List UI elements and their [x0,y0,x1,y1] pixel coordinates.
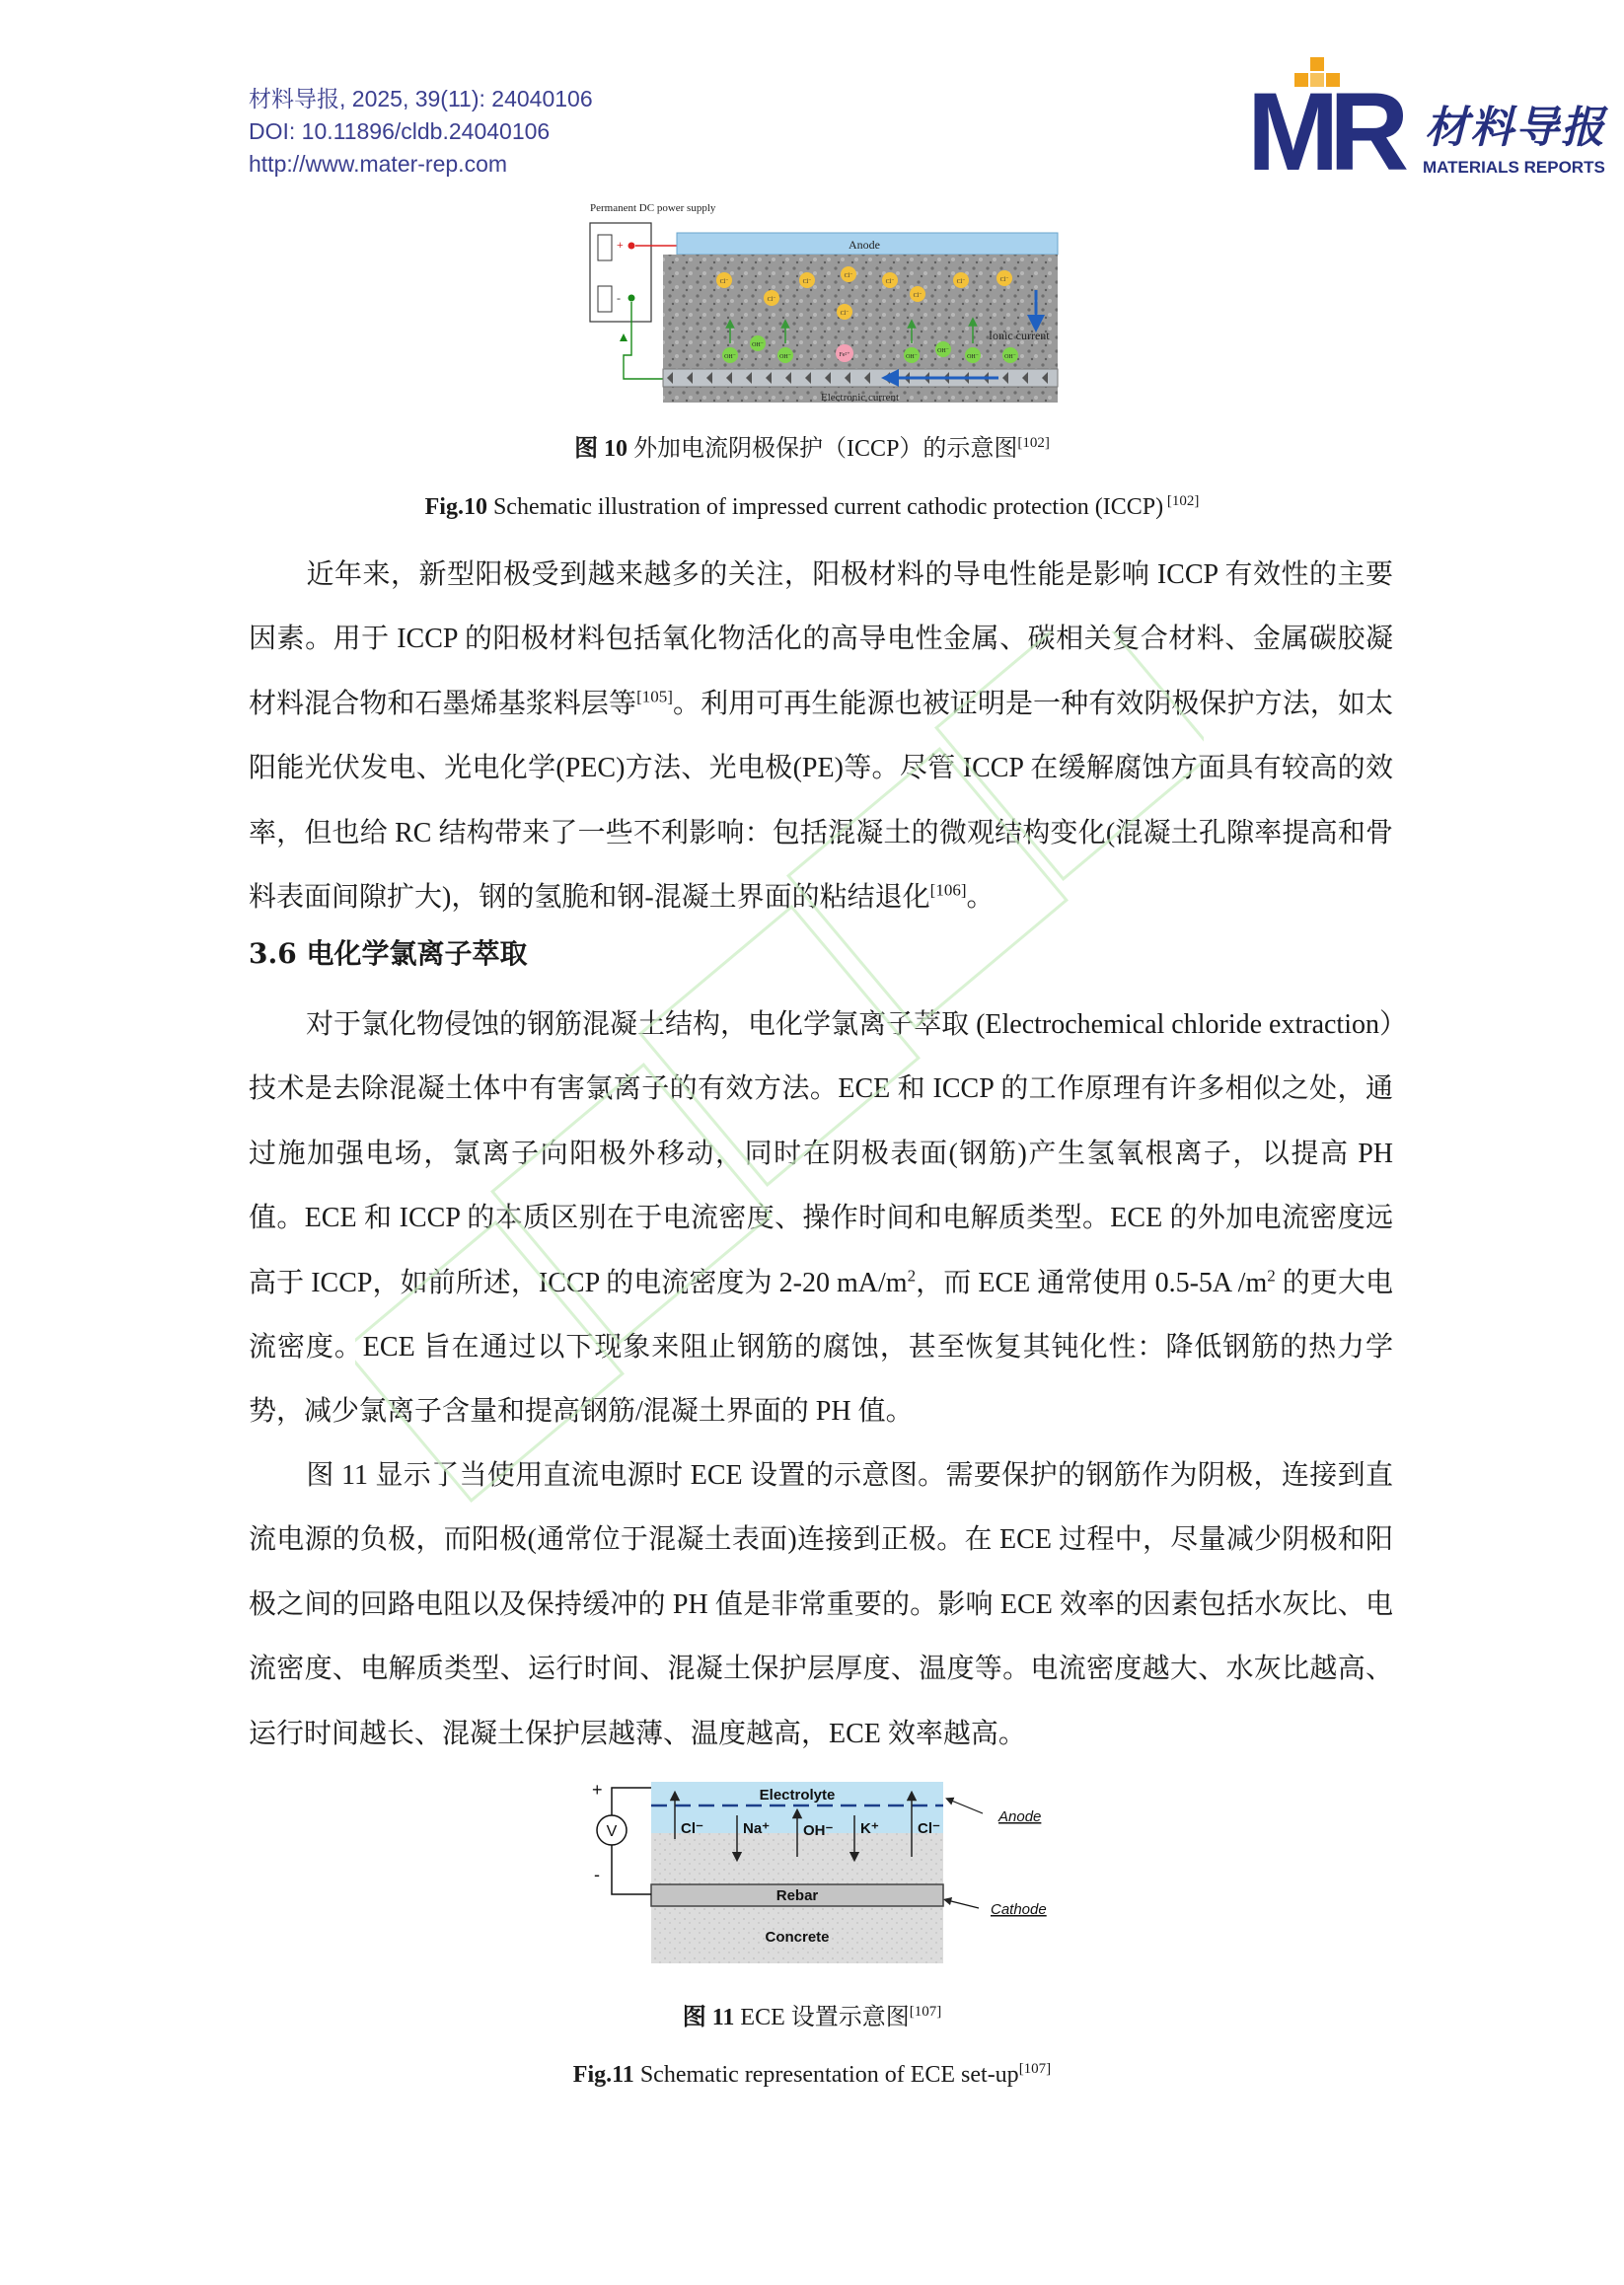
electronic-current-label: Electronic current [821,392,900,404]
figure-11-label-cn: 图 11 [682,2005,735,2030]
ionic-current-label: Ionic current [989,329,1050,342]
figure-10-label-en: Fig.10 [424,494,487,520]
figure-11-ece-diagram [584,1778,1071,1965]
power-minus-sign: - [617,291,621,305]
chloride-ion: Cl⁻ [767,297,776,303]
paragraph-ece-setup [249,1443,1393,1766]
chloride-ion: Cl⁻ [802,279,812,285]
negative-terminal [628,295,635,302]
para2-text-a: 对于氯化物侵蚀的钢筋混凝土结构，电化学氯离子萃取 (Electrochemical chloride extraction）技术是去除混凝土体中有害氯离子的有效方法。ECE 和 ICCP 的工作原理有许多相似之处，通过施加强电场，氯离子向阳极外移动，同时在阴极表面(钢筋)产生氢氧根离子，以提高 PH 值。ECE 和 ICCP 的本质区别在于电流密度、操作时间和电解质类型。ECE 的外加电流密度远高于 ICCP，如前所述，ICCP 的电流密度为 2-20 mA/m [249,1009,1393,1298]
doi-text[interactable]: DOI: 10.11896/cldb.24040106 [249,118,551,144]
minus-terminal: - [594,1865,600,1884]
figure-10-label-cn: 图 10 [574,436,628,462]
paragraph-anode-materials [249,543,1393,929]
journal-header [249,83,593,181]
cathode-callout: Cathode [991,1901,1047,1918]
journal-logo[interactable] [1245,55,1606,184]
figure-11-caption-cn [0,1997,1624,2031]
hydroxide-ion: OH⁻ [779,354,791,360]
figure-10-iccp-diagram [584,195,1068,412]
unit-superscript: 2 [907,1266,917,1286]
unit-superscript: 2 [1267,1266,1276,1286]
ferrous-ion-label: Fe²⁺ [839,352,850,358]
chloride-ion: Cl⁻ [999,277,1009,283]
figure-10-caption-cn [0,428,1624,463]
ion-sodium: Na⁺ [743,1820,771,1837]
hydroxide-ion: OH⁻ [967,354,979,360]
figure-11-title-cn: ECE 设置示意图 [734,2005,910,2030]
chloride-ion: Cl⁻ [885,279,895,285]
figure-11-ref-cn[interactable]: [107] [909,2004,942,2020]
paragraph-ece-intro [249,993,1393,1444]
figure-10-ref-en[interactable]: [102] [1163,493,1200,509]
figure-11-title-en: Schematic representation of ECE set-up [633,2062,1019,2088]
ion-chloride: Cl⁻ [681,1820,703,1837]
chloride-ion: Cl⁻ [913,293,923,299]
para2-text-b: ，而 ECE 通常使用 0.5-5A /m [916,1267,1268,1298]
mr-logo-mark [1245,55,1423,184]
power-plus-sign: + [617,238,624,252]
logo-english-name: MATERIALS REPORTS [1423,158,1605,177]
figure-11-label-en: Fig.11 [572,2062,634,2088]
ion-chloride-right: Cl⁻ [918,1820,940,1837]
logo-letters: MR [1247,70,1400,184]
hydroxide-ion: OH⁻ [937,348,949,354]
hydroxide-ion: OH⁻ [752,342,764,348]
concrete-label: Concrete [765,1929,830,1946]
hydroxide-ion: OH⁻ [724,354,736,360]
figure-10-title-en: Schematic illustration of impressed current cathodic protection (ICCP) [486,494,1164,520]
para2-text-c: 的更大电流密度。ECE 旨在通过以下现象来阻止钢筋的腐蚀，甚至恢复其钝化性：降低钢筋的热力学势，减少氯离子含量和提高钢筋/混凝土界面的 PH 值。 [249,1267,1393,1428]
citation-106[interactable]: [106] [929,880,967,900]
voltmeter-label: V [606,1823,618,1840]
para1-text-a: 近年来，新型阳极受到越来越多的关注，阳极材料的导电性能是影响 ICCP 有效性的主要因素。用于 ICCP 的阳极材料包括氧化物活化的高导电性金属、碳相关复合材料、金属碳胶凝材料混合物和石墨烯基浆料层等 [249,559,1393,719]
para3-text: 图 11 显示了当使用直流电源时 ECE 设置的示意图。需要保护的钢筋作为阴极，连接到直流电源的负极，而阳极(通常位于混凝土表面)连接到正极。在 ECE 过程中，尽量减少阴极和阳极之间的回路电阻以及保持缓冲的 PH 值是非常重要的。影响 ECE 效率的因素包括水灰比、电流密度、电解质类型、运行时间、混凝土保护层厚度、温度等。电流密度越大、水灰比越高、运行时间越长、混凝土保护层越薄、温度越高，ECE 效率越高。 [249,1460,1393,1749]
chloride-ion: Cl⁻ [840,311,849,317]
figure-10-title-cn: 外加电流阴极保护（ICCP）的示意图 [627,436,1018,462]
rebar-label: Rebar [775,1887,819,1904]
para1-text-b: 。利用可再生能源也被证明是一种有效阴极保护方法，如太阳能光伏发电、光电化学(PEC)方法、光电极(PE)等。尽管 ICCP 在缓解腐蚀方面具有较高的效率，但也给 RC 结构带来了一些不利影响：包括混凝土的微观结构变化(混凝土孔隙率提高和骨料表面间隙扩大)，钢的氢脆和钢-混凝土界面的粘结退化 [249,688,1393,914]
figure-10-caption-en [0,493,1624,521]
hydroxide-ion: OH⁻ [906,354,918,360]
figure-11-ref-en[interactable]: [107] [1018,2061,1052,2077]
chloride-ion: Cl⁻ [719,279,729,285]
figure-10-ref-cn[interactable]: [102] [1017,435,1050,451]
ion-hydroxide: OH⁻ [803,1822,834,1839]
journal-citation: 材料导报, 2025, 39(11): 24040106 [249,86,593,111]
anode-label: Anode [849,238,880,252]
positive-terminal [628,243,635,250]
ion-potassium: K⁺ [860,1820,879,1837]
chloride-ion: Cl⁻ [844,273,853,279]
plus-terminal: + [592,1780,603,1800]
electrolyte-label: Electrolyte [759,1787,836,1804]
anode-callout: Anode [998,1808,1042,1825]
hydroxide-ion: OH⁻ [1004,354,1016,360]
citation-105[interactable]: [105] [636,687,673,706]
para1-text-c: 。 [966,882,995,914]
section-heading-3-6: 3.6 电化学氯离子萃取 [249,937,528,970]
chloride-ion: Cl⁻ [956,279,966,285]
logo-chinese-name: 材料导报 [1425,103,1606,153]
power-supply-label: Permanent DC power supply [590,202,716,214]
journal-url[interactable]: http://www.mater-rep.com [249,151,508,177]
figure-11-caption-en [0,2061,1624,2089]
